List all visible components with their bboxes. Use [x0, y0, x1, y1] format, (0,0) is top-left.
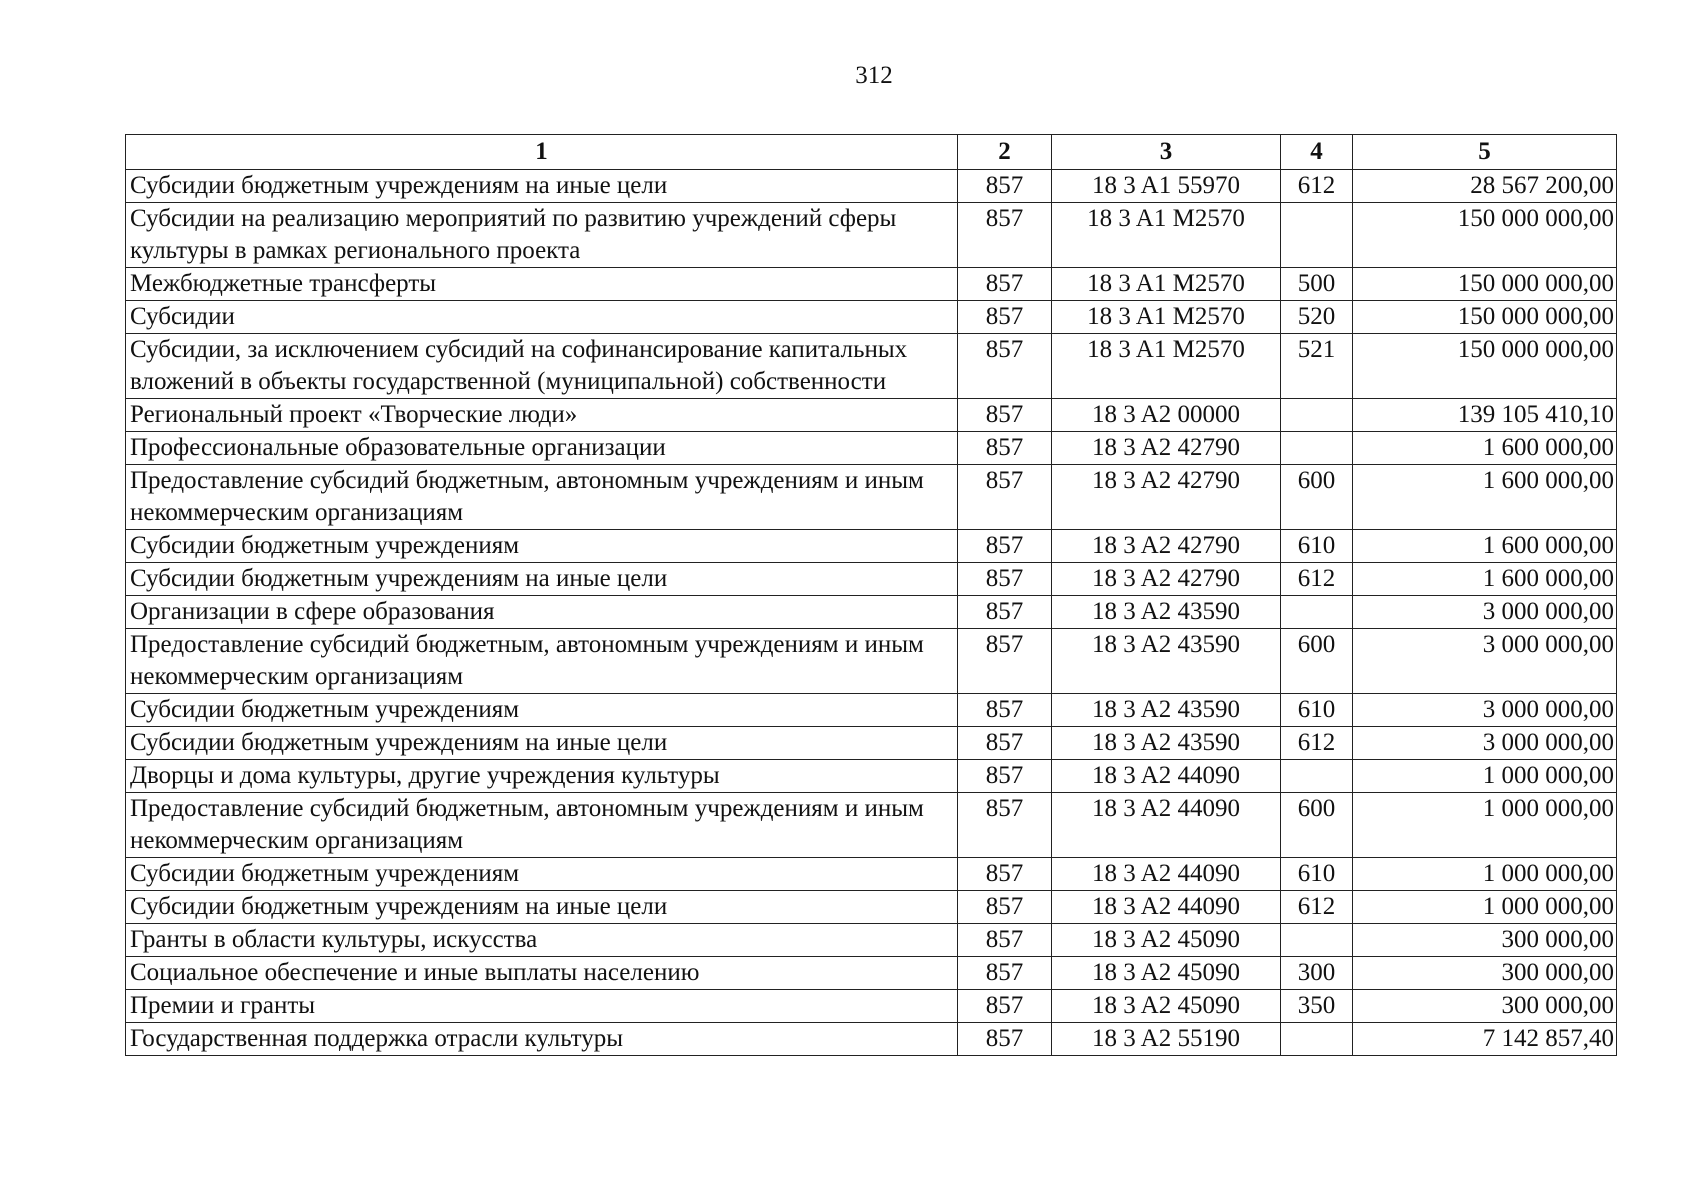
page-number: 312 [855, 62, 893, 89]
row-name: Государственная поддержка отрасли культуры [126, 1023, 958, 1056]
row-grbs-code: 857 [958, 432, 1052, 465]
row-target-article: 18 3 A2 44090 [1052, 858, 1281, 891]
header-row [126, 135, 1617, 170]
row-name: Субсидии бюджетным учреждениям [126, 858, 958, 891]
table-row [126, 334, 1617, 399]
table-row [126, 301, 1617, 334]
row-expense-type [1281, 432, 1353, 465]
row-name: Предоставление субсидий бюджетным, автономным учреждениям и иным некоммерческим организациям [126, 465, 958, 530]
row-target-article: 18 3 A2 44090 [1052, 891, 1281, 924]
row-target-article: 18 3 A2 45090 [1052, 957, 1281, 990]
row-target-article: 18 3 A2 43590 [1052, 694, 1281, 727]
table-row [126, 399, 1617, 432]
table-header [126, 135, 1617, 170]
row-expense-type: 521 [1281, 334, 1353, 399]
table-row [126, 268, 1617, 301]
row-grbs-code: 857 [958, 694, 1052, 727]
row-target-article: 18 3 A2 43590 [1052, 727, 1281, 760]
row-name: Субсидии бюджетным учреждениям на иные цели [126, 891, 958, 924]
table-row [126, 891, 1617, 924]
row-amount: 300 000,00 [1353, 990, 1617, 1023]
row-expense-type: 520 [1281, 301, 1353, 334]
row-amount: 139 105 410,10 [1353, 399, 1617, 432]
row-expense-type: 612 [1281, 170, 1353, 203]
row-expense-type [1281, 399, 1353, 432]
row-name: Субсидии бюджетным учреждениям [126, 694, 958, 727]
row-grbs-code: 857 [958, 203, 1052, 268]
row-amount: 1 600 000,00 [1353, 465, 1617, 530]
row-expense-type: 600 [1281, 793, 1353, 858]
row-target-article: 18 3 A2 55190 [1052, 1023, 1281, 1056]
row-amount: 150 000 000,00 [1353, 334, 1617, 399]
row-amount: 150 000 000,00 [1353, 268, 1617, 301]
row-expense-type: 300 [1281, 957, 1353, 990]
row-grbs-code: 857 [958, 268, 1052, 301]
table-row [126, 793, 1617, 858]
header-col-5: 5 [1353, 135, 1617, 170]
row-grbs-code: 857 [958, 563, 1052, 596]
row-amount: 1 600 000,00 [1353, 530, 1617, 563]
row-name: Субсидии бюджетным учреждениям [126, 530, 958, 563]
row-name: Предоставление субсидий бюджетным, автономным учреждениям и иным некоммерческим организациям [126, 793, 958, 858]
row-expense-type [1281, 203, 1353, 268]
row-name: Субсидии бюджетным учреждениям на иные цели [126, 170, 958, 203]
row-amount: 1 000 000,00 [1353, 760, 1617, 793]
header-col-3: 3 [1052, 135, 1281, 170]
row-name: Организации в сфере образования [126, 596, 958, 629]
row-target-article: 18 3 A2 45090 [1052, 990, 1281, 1023]
row-target-article: 18 3 A2 44090 [1052, 760, 1281, 793]
row-name: Профессиональные образовательные организации [126, 432, 958, 465]
table-row [126, 203, 1617, 268]
row-name: Субсидии на реализацию мероприятий по развитию учреждений сферы культуры в рамках регионального проекта [126, 203, 958, 268]
row-grbs-code: 857 [958, 858, 1052, 891]
table-row [126, 530, 1617, 563]
row-expense-type: 612 [1281, 727, 1353, 760]
row-expense-type: 610 [1281, 530, 1353, 563]
row-name: Субсидии, за исключением субсидий на софинансирование капитальных вложений в объекты государственной (муниципальной) собственности [126, 334, 958, 399]
table-row [126, 432, 1617, 465]
row-grbs-code: 857 [958, 793, 1052, 858]
table-row [126, 629, 1617, 694]
row-grbs-code: 857 [958, 990, 1052, 1023]
row-expense-type: 600 [1281, 629, 1353, 694]
row-amount: 7 142 857,40 [1353, 1023, 1617, 1056]
row-amount: 3 000 000,00 [1353, 694, 1617, 727]
row-grbs-code: 857 [958, 334, 1052, 399]
table-row [126, 858, 1617, 891]
row-target-article: 18 3 A1 M2570 [1052, 268, 1281, 301]
row-grbs-code: 857 [958, 301, 1052, 334]
row-target-article: 18 3 A1 M2570 [1052, 203, 1281, 268]
row-grbs-code: 857 [958, 170, 1052, 203]
table-row [126, 563, 1617, 596]
row-expense-type: 600 [1281, 465, 1353, 530]
table-row [126, 596, 1617, 629]
row-grbs-code: 857 [958, 760, 1052, 793]
row-expense-type [1281, 1023, 1353, 1056]
row-grbs-code: 857 [958, 891, 1052, 924]
table-row [126, 694, 1617, 727]
row-name: Предоставление субсидий бюджетным, автономным учреждениям и иным некоммерческим организациям [126, 629, 958, 694]
table-row [126, 170, 1617, 203]
table-body [126, 170, 1617, 1056]
row-expense-type: 610 [1281, 694, 1353, 727]
row-expense-type: 350 [1281, 990, 1353, 1023]
row-grbs-code: 857 [958, 530, 1052, 563]
row-grbs-code: 857 [958, 924, 1052, 957]
row-grbs-code: 857 [958, 596, 1052, 629]
row-grbs-code: 857 [958, 399, 1052, 432]
header-col-1: 1 [126, 135, 958, 170]
row-target-article: 18 3 A2 42790 [1052, 530, 1281, 563]
row-amount: 1 000 000,00 [1353, 891, 1617, 924]
row-target-article: 18 3 A2 43590 [1052, 629, 1281, 694]
row-name: Субсидии [126, 301, 958, 334]
row-amount: 3 000 000,00 [1353, 596, 1617, 629]
table-row [126, 465, 1617, 530]
row-expense-type [1281, 760, 1353, 793]
row-name: Региональный проект «Творческие люди» [126, 399, 958, 432]
row-expense-type: 612 [1281, 891, 1353, 924]
table-row [126, 1023, 1617, 1056]
row-amount: 150 000 000,00 [1353, 301, 1617, 334]
row-amount: 1 600 000,00 [1353, 432, 1617, 465]
row-grbs-code: 857 [958, 465, 1052, 530]
row-grbs-code: 857 [958, 727, 1052, 760]
row-grbs-code: 857 [958, 1023, 1052, 1056]
table-row [126, 990, 1617, 1023]
row-amount: 28 567 200,00 [1353, 170, 1617, 203]
table-row [126, 760, 1617, 793]
row-amount: 3 000 000,00 [1353, 727, 1617, 760]
row-amount: 300 000,00 [1353, 924, 1617, 957]
row-target-article: 18 3 A1 55970 [1052, 170, 1281, 203]
row-target-article: 18 3 A2 45090 [1052, 924, 1281, 957]
row-expense-type [1281, 596, 1353, 629]
row-target-article: 18 3 A2 00000 [1052, 399, 1281, 432]
row-target-article: 18 3 A1 M2570 [1052, 334, 1281, 399]
row-expense-type: 500 [1281, 268, 1353, 301]
row-expense-type: 610 [1281, 858, 1353, 891]
table-row [126, 957, 1617, 990]
row-name: Социальное обеспечение и иные выплаты населению [126, 957, 958, 990]
row-expense-type: 612 [1281, 563, 1353, 596]
table-row [126, 924, 1617, 957]
budget-table [125, 134, 1617, 1056]
row-expense-type [1281, 924, 1353, 957]
row-target-article: 18 3 A2 42790 [1052, 465, 1281, 530]
row-amount: 150 000 000,00 [1353, 203, 1617, 268]
header-col-4: 4 [1281, 135, 1353, 170]
row-name: Дворцы и дома культуры, другие учреждения культуры [126, 760, 958, 793]
row-target-article: 18 3 A2 44090 [1052, 793, 1281, 858]
row-amount: 300 000,00 [1353, 957, 1617, 990]
row-name: Премии и гранты [126, 990, 958, 1023]
row-amount: 1 000 000,00 [1353, 793, 1617, 858]
row-amount: 1 600 000,00 [1353, 563, 1617, 596]
row-name: Субсидии бюджетным учреждениям на иные цели [126, 727, 958, 760]
row-amount: 1 000 000,00 [1353, 858, 1617, 891]
row-target-article: 18 3 A2 42790 [1052, 563, 1281, 596]
table-row [126, 727, 1617, 760]
row-name: Межбюджетные трансферты [126, 268, 958, 301]
row-grbs-code: 857 [958, 629, 1052, 694]
row-target-article: 18 3 A2 43590 [1052, 596, 1281, 629]
row-target-article: 18 3 A1 M2570 [1052, 301, 1281, 334]
row-target-article: 18 3 A2 42790 [1052, 432, 1281, 465]
row-name: Гранты в области культуры, искусства [126, 924, 958, 957]
header-col-2: 2 [958, 135, 1052, 170]
row-amount: 3 000 000,00 [1353, 629, 1617, 694]
row-name: Субсидии бюджетным учреждениям на иные цели [126, 563, 958, 596]
row-grbs-code: 857 [958, 957, 1052, 990]
